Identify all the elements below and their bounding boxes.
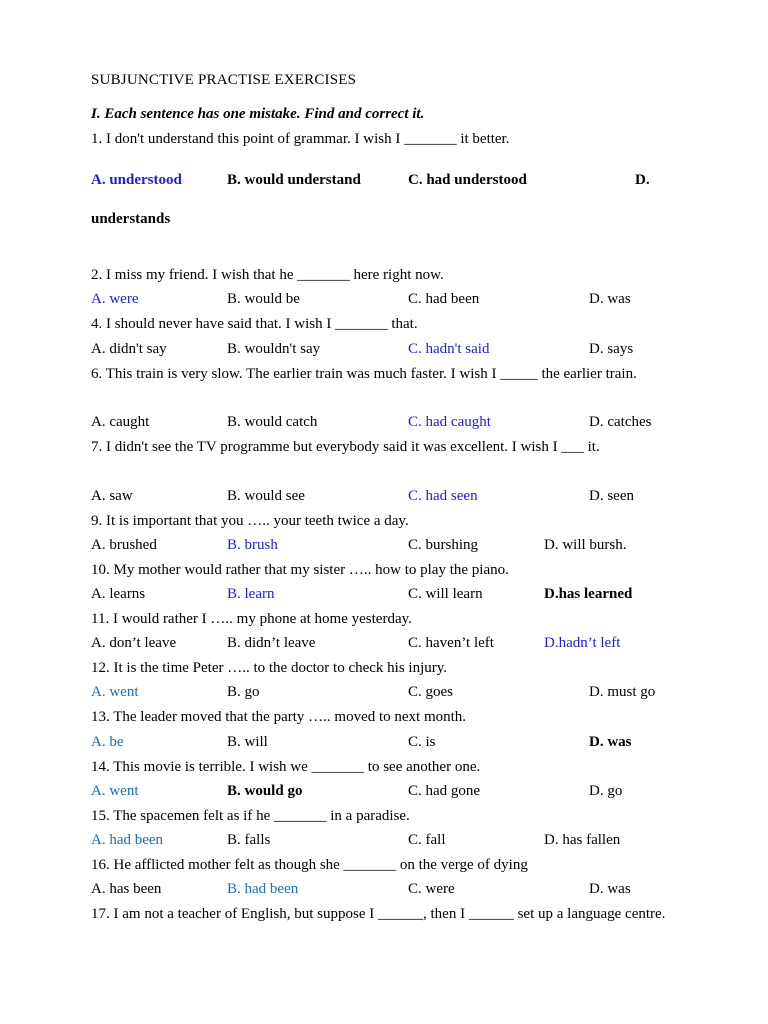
q6-option-b: B. would catch [227, 414, 318, 430]
q15-option-b: B. falls [227, 832, 271, 848]
q10-option-d: D.has learned [544, 586, 633, 602]
question-2: 2. I miss my friend. I wish that he _______ here right now. [91, 267, 444, 283]
q11-option-c: C. haven’t left [408, 635, 494, 651]
question-15: 15. The spacemen felt as if he _______ in a paradise. [91, 808, 410, 824]
q4-option-b: B. wouldn't say [227, 341, 321, 357]
question-10: 10. My mother would rather that my sister ….. how to play the piano. [91, 562, 509, 578]
question-17: 17. I am not a teacher of English, but suppose I ______, then I ______ set up a language centre. [91, 906, 666, 922]
q16-option-d: D. was [589, 881, 631, 897]
q16-option-c: C. were [408, 881, 455, 897]
question-4: 4. I should never have said that. I wish I _______ that. [91, 316, 418, 332]
question-7: 7. I didn't see the TV programme but everybody said it was excellent. I wish I ___ it. [91, 439, 600, 455]
q14-option-b: B. would go [227, 783, 303, 799]
q15-option-c: C. fall [408, 832, 446, 848]
q1-option-a: A. understood [91, 172, 182, 188]
q16-option-b: B. had been [227, 881, 299, 897]
q7-option-b: B. would see [227, 488, 305, 504]
q11-option-d: D.hadn’t left [544, 635, 621, 651]
question-16: 16. He afflicted mother felt as though she _______ on the verge of dying [91, 857, 528, 873]
question-6: 6. This train is very slow. The earlier train was much faster. I wish I _____ the earlier train. [91, 366, 637, 382]
q4-option-d: D. says [589, 341, 634, 357]
q1-option-b: B. would understand [227, 172, 361, 188]
q11-option-b: B. didn’t leave [227, 635, 316, 651]
question-12: 12. It is the time Peter ….. to the doctor to check his injury. [91, 660, 448, 676]
q9-option-a: A. brushed [91, 537, 157, 553]
q7-option-c: C. had seen [408, 488, 478, 504]
q1-option-d-text: understands [91, 211, 171, 227]
q13-option-d: D. was [589, 734, 632, 750]
q6-option-a: A. caught [91, 414, 150, 430]
q13-option-a: A. be [91, 734, 124, 750]
q6-option-c: C. had caught [408, 414, 491, 430]
q10-option-a: A. learns [91, 586, 146, 602]
q7-option-a: A. saw [91, 488, 133, 504]
question-9: 9. It is important that you ….. your teeth twice a day. [91, 513, 409, 529]
q9-option-d: D. will bursh. [544, 537, 627, 553]
document-title: SUBJUNCTIVE PRACTISE EXERCISES [91, 72, 357, 88]
q4-option-a: A. didn't say [91, 341, 167, 357]
q12-option-a: A. went [91, 684, 139, 700]
q6-option-d: D. catches [589, 414, 652, 430]
q9-option-b: B. brush [227, 537, 278, 553]
q16-option-a: A. has been [91, 881, 162, 897]
q14-option-a: A. went [91, 783, 139, 799]
q15-option-d: D. has fallen [544, 832, 621, 848]
q2-option-b: B. would be [227, 291, 300, 307]
q1-option-d: D. [635, 172, 650, 188]
q10-option-c: C. will learn [408, 586, 483, 602]
q9-option-c: C. burshing [408, 537, 479, 553]
q2-option-d: D. was [589, 291, 631, 307]
q14-option-c: C. had gone [408, 783, 481, 799]
q15-option-a: A. had been [91, 832, 164, 848]
question-14: 14. This movie is terrible. I wish we _______ to see another one. [91, 759, 481, 775]
section-heading: I. Each sentence has one mistake. Find and correct it. [91, 106, 425, 122]
q1-option-c: C. had understood [408, 172, 527, 188]
question-13: 13. The leader moved that the party ….. moved to next month. [91, 709, 467, 725]
q14-option-d: D. go [589, 783, 623, 799]
q7-option-d: D. seen [589, 488, 634, 504]
q12-option-b: B. go [227, 684, 260, 700]
q13-option-c: C. is [408, 734, 436, 750]
q2-option-c: C. had been [408, 291, 480, 307]
q2-option-a: A. were [91, 291, 139, 307]
question-11: 11. I would rather I ….. my phone at home yesterday. [91, 611, 412, 627]
q4-option-c: C. hadn't said [408, 341, 490, 357]
question-1: 1. I don't understand this point of grammar. I wish I _______ it better. [91, 131, 510, 147]
q11-option-a: A. don’t leave [91, 635, 177, 651]
q12-option-d: D. must go [589, 684, 656, 700]
q12-option-c: C. goes [408, 684, 453, 700]
q10-option-b: B. learn [227, 586, 275, 602]
q13-option-b: B. will [227, 734, 268, 750]
